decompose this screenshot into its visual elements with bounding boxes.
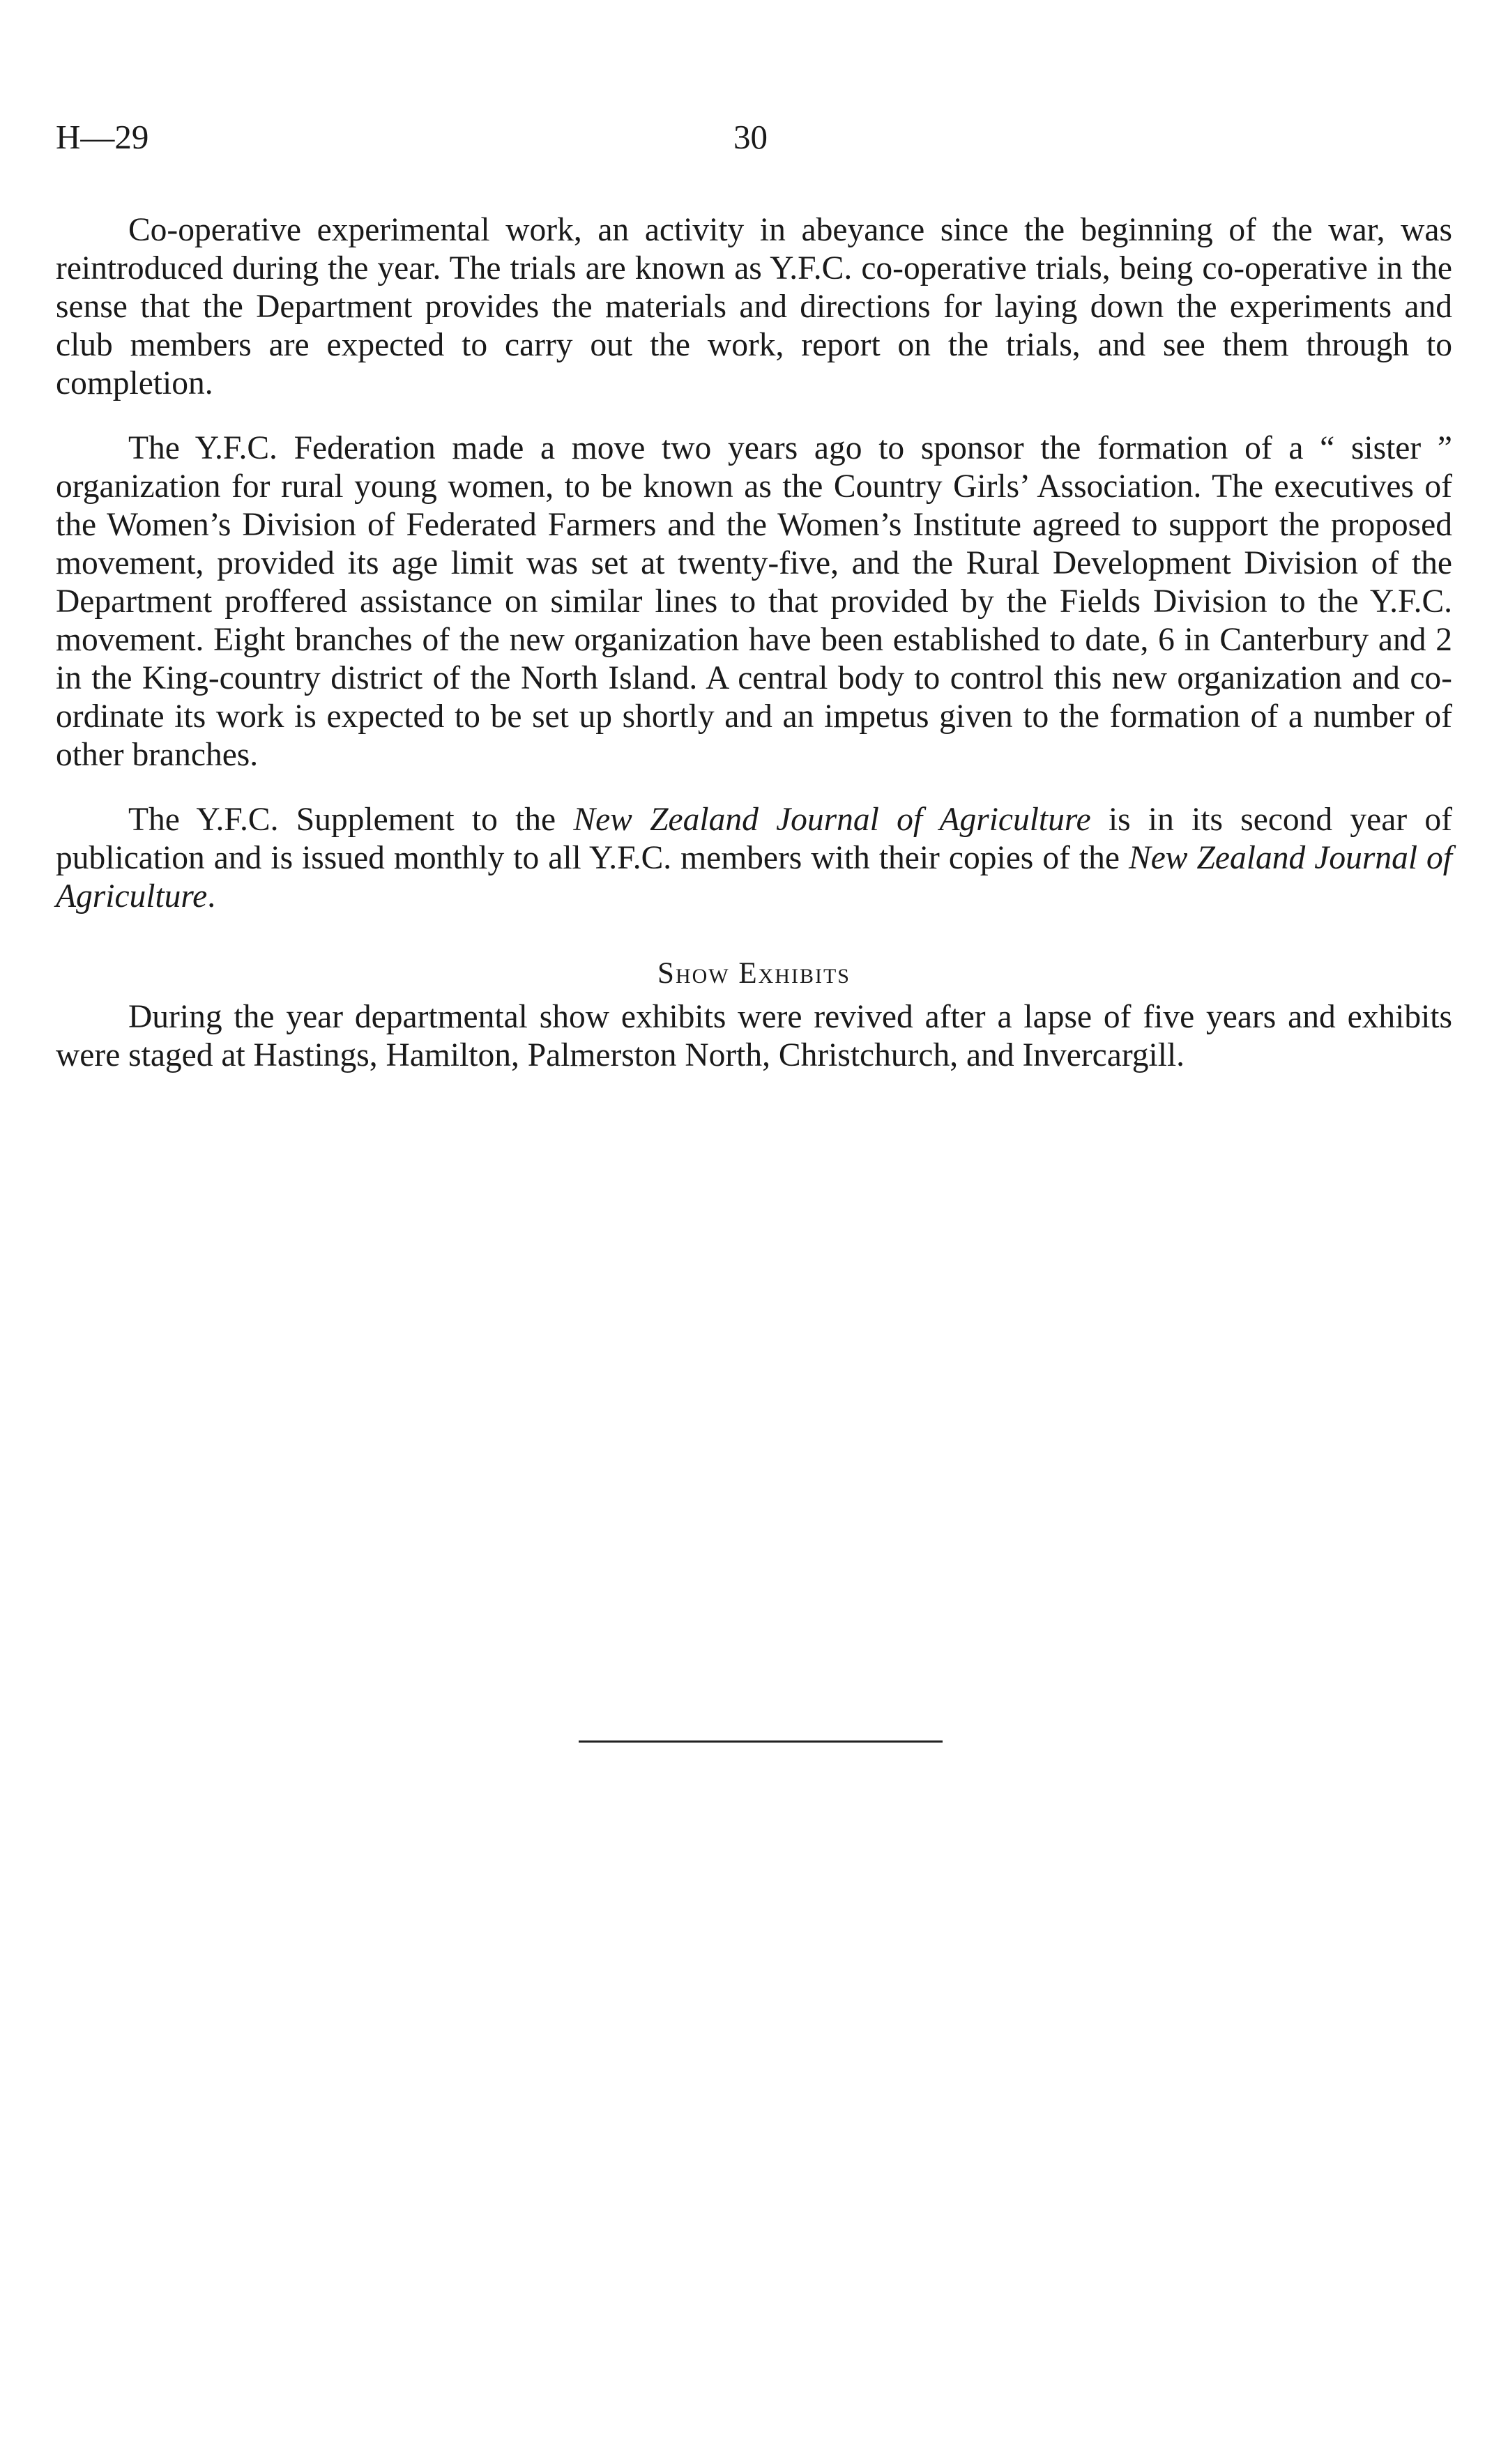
paragraph-yfc-supplement — [56, 801, 1452, 916]
closing-rule — [579, 1740, 943, 1743]
section-heading-show-exhibits: Show Exhibits — [657, 957, 851, 990]
journal-title: New Zealand Journal of Agriculture — [56, 840, 1453, 915]
journal-title: New Zealand Journal of Agriculture — [573, 802, 1091, 838]
document-body — [56, 211, 1452, 1101]
page-header — [56, 117, 1452, 159]
supplement-text-part2: is in its second year of publication and is issued monthly to all Y.F.C. members with their copies of the — [56, 802, 1452, 876]
paragraph-cooperative-trials: Co-operative experimental work, an activity in abeyance since the beginning of the war, was reintroduced during the year. The trials are known as Y.F.C. co-operative trials, being co-operative in the sense that the Department provides the materials and directions for laying down the experiments and club members are expected to carry out the work, report on the trials, and see them through to completion. — [56, 212, 1452, 401]
supplement-text-part1: The Y.F.C. Supplement to the — [128, 802, 574, 838]
page-number: 30 — [733, 118, 768, 156]
supplement-text-part3: . — [207, 878, 216, 915]
paragraph-show-exhibits: During the year departmental show exhibits were revived after a lapse of five years and exhibits were staged at Hastings, Hamilton, Palmerston North, Christchurch, and Invercargill. — [56, 999, 1452, 1073]
paragraph-country-girls-association: The Y.F.C. Federation made a move two years ago to sponsor the formation of a “ sister ” organization for rural young women, to be known as the Country Girls’ Association. The executives of the Women’s Division of Federated Farmers and the Women’s Institute agreed to support the proposed movement, provided its age limit was set at twenty-five, and the Rural Development Division of the Department proffered assistance on similar lines to that provided by the Fields Division to the Y.F.C. movement. Eight branches of the new organization have been established to date, 6 in Canterbury and 2 in the King-country district of the North Island. A central body to control this new organization and co-ordinate its work is expected to be set up shortly and an impetus given to the formation of a number of other branches. — [56, 430, 1452, 773]
document-reference: H—29 — [56, 118, 149, 156]
